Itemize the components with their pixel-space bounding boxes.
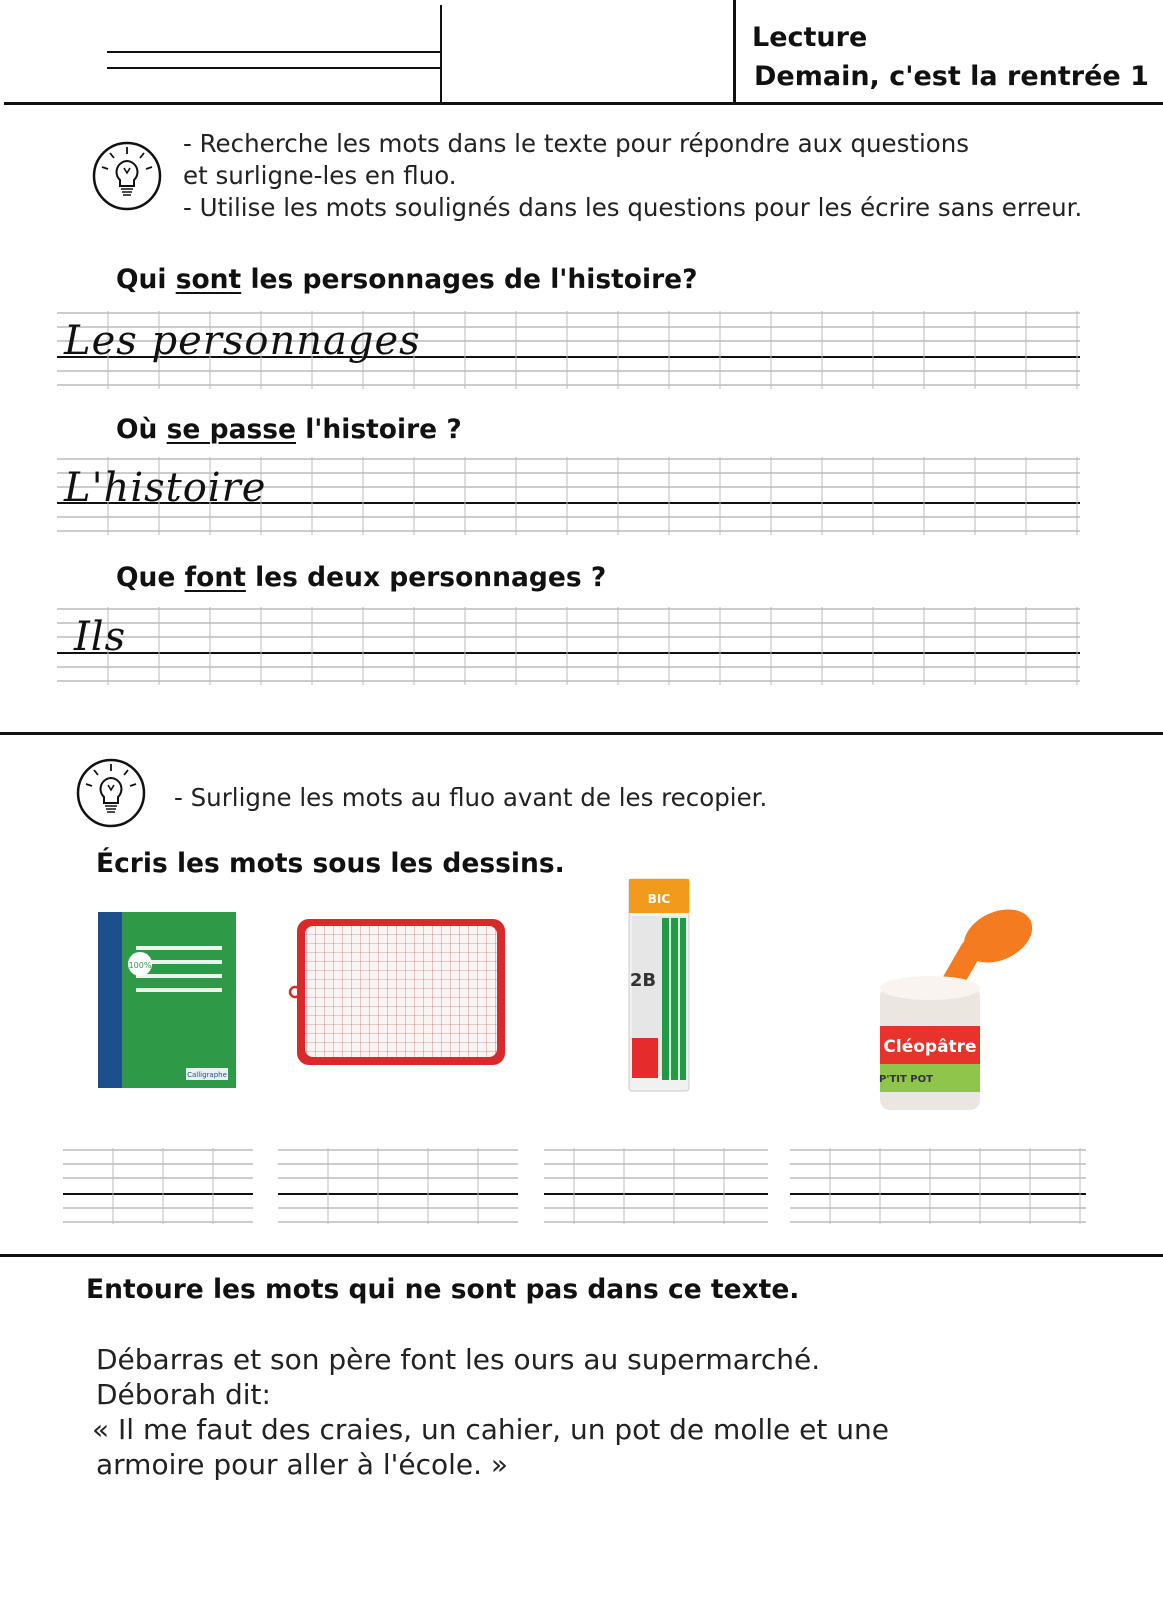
notebook-brand: Calligraphe [187,1071,227,1079]
lightbulb-icon [92,141,162,211]
glue-sub: P'TIT POT [879,1074,933,1085]
header-bottom-rule [4,102,1163,105]
instruction-3: - Utilise les mots soulignés dans les questions pour les écrire sans erreur. [183,193,1083,222]
notebook-image [96,910,238,1090]
section3-title: Entoure les mots qui ne sont pas dans ce texte. [86,1274,800,1305]
word-lines-glue[interactable] [790,1148,1086,1224]
writing-lines-3[interactable] [57,607,1080,685]
section-divider-2 [0,1254,1163,1257]
header-name-line-1 [107,51,440,53]
section2-title: Écris les mots sous les dessins. [96,848,565,879]
glue-pot-image [872,898,1038,1116]
glue-brand: Cléopâtre [883,1037,977,1057]
text-line-3: « Il me faut des craies, un cahier, un pot de molle et une [92,1413,889,1446]
text-line-2: Déborah dit: [96,1378,271,1411]
text-line-4: armoire pour aller à l'école. » [96,1448,509,1481]
text-line-1: Débarras et son père font les ours au supermarché. [96,1343,821,1376]
section-divider-1 [0,732,1163,735]
word-lines-pencils[interactable] [544,1148,768,1224]
notebook-badge: 100% [128,961,152,970]
header-subject: Lecture [752,22,868,53]
instruction-surligne: - Surligne les mots au fluo avant de les recopier. [174,783,768,812]
question-2: Où se passe l'histoire ? [116,414,462,445]
answer-start-3: Ils [74,614,127,660]
header-divider-1 [440,5,442,103]
header-divider-2 [733,0,736,104]
instruction-2: et surligne-les en fluo. [183,161,457,190]
question-3: Que font les deux personnages ? [116,562,607,593]
header-name-line-2 [107,67,440,69]
pencils-grade: 2B [629,970,657,991]
pencils-brand: BIC [647,892,671,906]
answer-start-1: Les personnages [64,318,421,364]
lightbulb-icon [76,758,146,828]
header-title: Demain, c'est la rentrée 1 [754,61,1149,92]
pencils-image [628,878,690,1092]
answer-start-2: L'histoire [64,465,267,511]
question-1: Qui sont les personnages de l'histoire? [116,264,698,295]
word-lines-notebook[interactable] [63,1148,253,1224]
word-lines-slate[interactable] [278,1148,518,1224]
instruction-1: - Recherche les mots dans le texte pour répondre aux questions [183,129,970,158]
slate-image [288,916,508,1068]
